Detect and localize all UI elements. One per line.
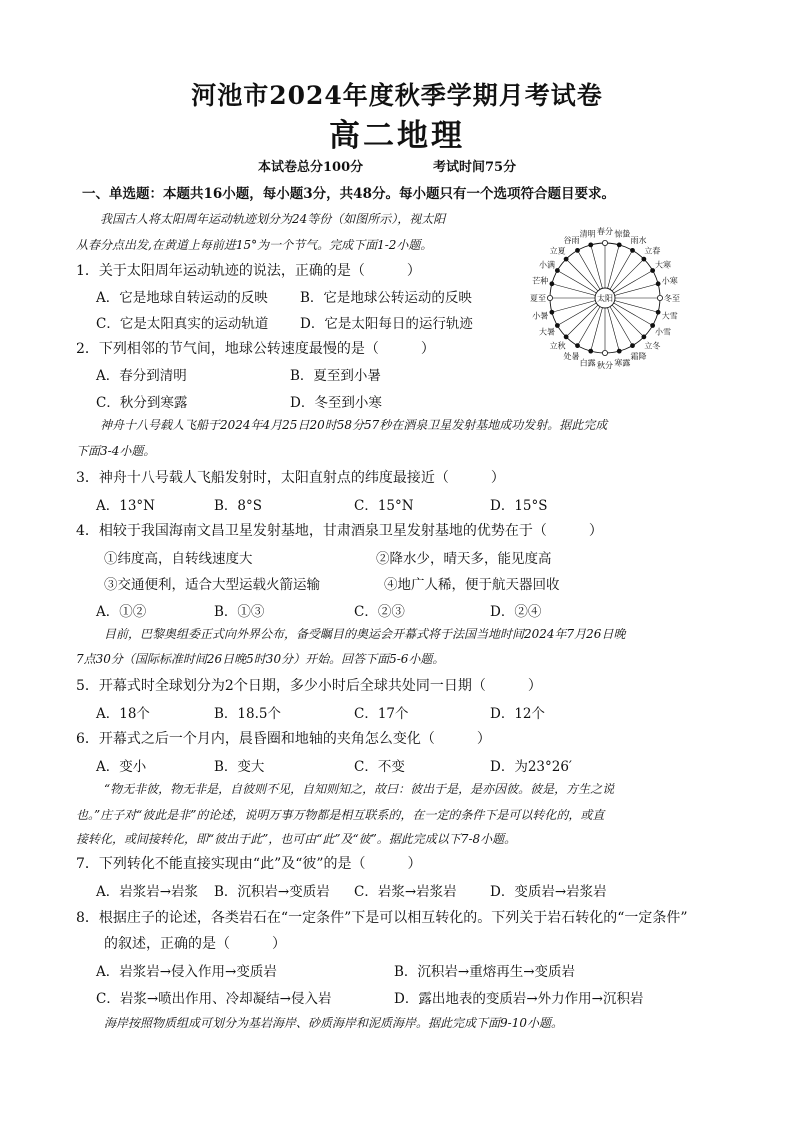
question-8-option-d: D．露出地表的变质岩→外力作用→沉积岩 <box>394 991 644 1007</box>
question-5-option-d: D．12个 <box>490 706 546 722</box>
question-3-stem: 3．神舟十八号载人飞船发射时，太阳直射点的纬度最接近（ ） <box>76 470 505 486</box>
term-label: 霜降 <box>630 352 647 362</box>
material-2-line-2: 下面3-4小题。 <box>76 444 156 458</box>
question-8-stem-line-2: 的叙述，正确的是（ ） <box>104 936 286 952</box>
question-3-option-b: B．8°S <box>214 498 263 514</box>
question-2-option-c: C．秋分到寒露 <box>96 395 188 411</box>
term-point <box>555 324 559 328</box>
term-point <box>656 282 660 286</box>
question-4-statement-1: ①纬度高，自转线速度大 <box>104 551 253 567</box>
question-8-option-c: C．岩浆→喷出作用、冷却凝结→侵入岩 <box>96 991 332 1007</box>
term-point <box>589 243 593 247</box>
term-label: 立冬 <box>644 341 661 351</box>
term-point <box>602 240 607 245</box>
term-point <box>576 344 580 348</box>
question-1-option-d: D．它是太阳每日的运行轨迹 <box>300 316 473 332</box>
term-point <box>564 335 568 339</box>
term-point <box>547 295 552 300</box>
term-label: 惊蛰 <box>614 229 631 239</box>
term-label: 处暑 <box>563 352 580 362</box>
question-2-option-d: D．冬至到小寒 <box>290 395 382 411</box>
term-point <box>631 344 635 348</box>
term-label: 小暑 <box>532 311 549 321</box>
question-3-option-c: C．15°N <box>354 498 414 514</box>
question-8-stem-line-1: 8．根据庄子的论述，各类岩石在“一定条件”下是可以相互转化的。下列关于岩石转化的“一定条件” <box>76 910 688 926</box>
term-point <box>564 257 568 261</box>
term-point <box>631 248 635 252</box>
question-5-option-b: B．18.5个 <box>214 706 281 722</box>
question-4-option-c: C．②③ <box>354 604 405 620</box>
term-point <box>642 257 646 261</box>
term-label: 小满 <box>538 260 555 270</box>
term-label: 秋分 <box>597 361 613 370</box>
term-point <box>617 349 621 353</box>
term-point <box>656 310 660 314</box>
question-3-option-a: A．13°N <box>96 498 155 514</box>
term-point <box>657 295 662 300</box>
term-point <box>550 310 554 314</box>
material-1-line-1: 我国古人将太阳周年运动轨迹划分为24等份（如图所示），视太阳 <box>100 212 446 226</box>
exam-title: 河池市2024年度秋季学期月考试卷 <box>191 81 603 110</box>
question-2-stem: 2．下列相邻的节气间，地球公转速度最慢的是（ ） <box>76 341 435 357</box>
term-point <box>576 248 580 252</box>
term-label: 立夏 <box>549 246 566 256</box>
material-2-line-1: 神舟十八号载人飞船于2024年4月25日20时58分57秒在酒泉卫星发射基地成功发射。据此完成 <box>100 418 608 432</box>
question-1-option-a: A．它是地球自转运动的反映 <box>96 290 268 306</box>
question-8-option-a: A．岩浆岩→侵入作用→变质岩 <box>96 964 277 980</box>
term-label: 雨水 <box>630 235 647 245</box>
term-label: 大雪 <box>661 311 678 321</box>
term-label: 谷雨 <box>563 235 580 245</box>
total-score: 本试卷总分100分 <box>258 160 364 175</box>
term-label: 立春 <box>644 246 661 256</box>
question-5-stem: 5．开幕式时全球划分为2个日期，多少小时后全球共处同一日期（ ） <box>76 678 542 694</box>
exam-time: 考试时间75分 <box>433 160 517 175</box>
term-point <box>555 269 559 273</box>
question-5-option-c: C．17个 <box>354 706 409 722</box>
material-4-line-2: 也。”庄子对“彼此是非”的论述，说明万事万物都是相互联系的，在一定的条件下是可以转化的，或直 <box>76 808 605 822</box>
question-1-option-c: C．它是太阳真实的运动轨道 <box>96 316 269 332</box>
term-label: 冬至 <box>664 294 680 303</box>
term-label: 大暑 <box>538 327 555 337</box>
question-7-option-c: C．岩浆→岩浆岩 <box>354 884 457 900</box>
question-4-option-b: B．①③ <box>214 604 265 620</box>
term-label: 小雪 <box>655 327 672 337</box>
solar-terms-diagram <box>517 220 697 375</box>
question-4-statement-4: ④地广人稀，便于航天器回收 <box>384 577 560 593</box>
question-6-option-a: A．变小 <box>96 759 147 775</box>
term-label: 白露 <box>579 358 596 368</box>
sun-label: 太阳 <box>597 294 613 303</box>
term-point <box>602 350 607 355</box>
term-label: 大寒 <box>655 260 672 270</box>
material-5-line-1: 海岸按照物质组成可划分为基岩海岸、砂质海岸和泥质海岸。据此完成下面9-10小题。 <box>104 1016 563 1030</box>
question-6-stem: 6．开幕式之后一个月内，晨昏圈和地轴的夹角怎么变化（ ） <box>76 731 491 747</box>
subject-title: 高二地理 <box>329 118 465 154</box>
question-2-option-a: A．春分到清明 <box>96 368 187 384</box>
question-2-option-b: B．夏至到小暑 <box>290 368 381 384</box>
section-heading: 一、单选题：本题共16小题，每小题3分，共48分。每小题只有一个选项符合题目要求。 <box>82 186 615 202</box>
material-1-line-2: 从春分点出发,在黄道上每前进15°为一个节气。完成下面1-2小题。 <box>76 238 433 252</box>
question-8-option-b: B．沉积岩→重熔再生→变质岩 <box>394 964 576 980</box>
question-1-stem: 1．关于太阳周年运动轨迹的说法，正确的是（ ） <box>76 263 421 279</box>
question-1-option-b: B．它是地球公转运动的反映 <box>300 290 472 306</box>
term-label: 小寒 <box>661 276 678 286</box>
material-4-line-1: “物无非彼，物无非是，自彼则不见，自知则知之，故曰：彼出于是，是亦因彼。彼是，方生之说 <box>104 782 615 796</box>
material-3-line-2: 7点30分（国际标准时间26日晚5时30分）开始。回答下面5-6小题。 <box>76 652 445 666</box>
question-7-option-b: B．沉积岩→变质岩 <box>214 884 330 900</box>
term-label: 立秋 <box>549 341 566 351</box>
material-4-line-3: 接转化，或间接转化，即“彼出于此”，也可由“此”及“彼”。据此完成以下7-8小题。 <box>76 832 517 846</box>
material-3-line-1: 目前，巴黎奥组委正式向外界公布，备受瞩目的奥运会开幕式将于法国当地时间2024年7月26日晚 <box>104 627 626 641</box>
question-6-option-c: C．不变 <box>354 759 405 775</box>
term-label: 春分 <box>597 227 613 236</box>
term-label: 芒种 <box>532 276 549 286</box>
term-label: 寒露 <box>614 358 631 368</box>
question-4-option-d: D．②④ <box>490 604 542 620</box>
question-4-option-a: A．①② <box>96 604 147 620</box>
term-point <box>589 349 593 353</box>
question-4-stem: 4．相较于我国海南文昌卫星发射基地，甘肃酒泉卫星发射基地的优势在于（ ） <box>76 523 603 539</box>
term-label: 清明 <box>579 229 596 239</box>
question-4-statement-3: ③交通便利，适合大型运载火箭运输 <box>104 577 320 593</box>
term-point <box>642 335 646 339</box>
term-point <box>550 282 554 286</box>
question-7-option-d: D．变质岩→岩浆岩 <box>490 884 607 900</box>
term-label: 夏至 <box>530 294 546 303</box>
question-7-stem: 7．下列转化不能直接实现由“此”及“彼”的是（ ） <box>76 856 422 872</box>
question-7-option-a: A．岩浆岩→岩浆 <box>96 884 199 900</box>
question-4-statement-2: ②降水少，晴天多，能见度高 <box>376 551 552 567</box>
question-3-option-d: D．15°S <box>490 498 548 514</box>
question-6-option-b: B．变大 <box>214 759 265 775</box>
question-5-option-a: A．18个 <box>96 706 150 722</box>
question-6-option-d: D．为23°26′ <box>490 759 572 775</box>
term-point <box>617 243 621 247</box>
